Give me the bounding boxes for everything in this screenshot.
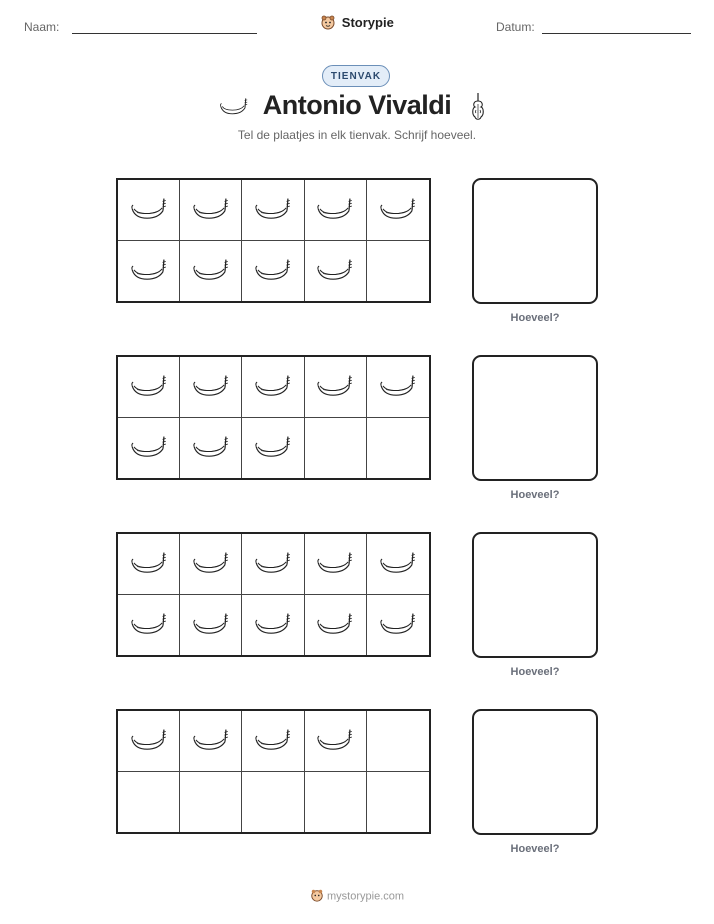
ten-frame-cell xyxy=(118,241,180,302)
gondola-icon xyxy=(377,370,419,403)
ten-frame-cell xyxy=(305,772,367,833)
gondola-icon xyxy=(377,608,419,641)
gondola-icon xyxy=(190,724,232,757)
storypie-logo-icon xyxy=(310,888,324,905)
answer-box[interactable] xyxy=(472,532,598,658)
brand-name: Storypie xyxy=(341,14,394,30)
gondola-icon xyxy=(190,193,232,226)
storypie-logo-icon xyxy=(320,14,336,33)
date-label: Datum: xyxy=(496,20,535,34)
instructions: Tel de plaatjes in elk tienvak. Schrijf hoeveel. xyxy=(237,128,477,142)
gondola-icon xyxy=(190,547,232,580)
ten-frame-cell xyxy=(118,772,180,833)
date-line[interactable] xyxy=(542,33,691,34)
worksheet-type-badge: TIENVAK xyxy=(322,65,390,87)
ten-frame-cell xyxy=(367,418,429,479)
ten-frame-cell xyxy=(367,711,429,772)
violin-icon xyxy=(469,92,487,129)
footer-url: mystorypie.com xyxy=(327,890,405,903)
gondola-icon xyxy=(128,431,170,464)
gondola-icon xyxy=(377,193,419,226)
ten-frame-cell xyxy=(305,534,367,595)
ten-frame-cell xyxy=(242,241,304,302)
ten-frame-cell xyxy=(367,357,429,418)
gondola-icon xyxy=(377,547,419,580)
ten-frame-cell xyxy=(118,711,180,772)
ten-frame-cell xyxy=(180,357,242,418)
gondola-icon xyxy=(128,370,170,403)
ten-frame-cell xyxy=(367,180,429,241)
gondola-icon xyxy=(314,608,356,641)
gondola-icon xyxy=(128,608,170,641)
ten-frame xyxy=(116,532,431,657)
ten-frame-cell xyxy=(242,595,304,656)
ten-frame-cell xyxy=(305,418,367,479)
ten-frame-cell xyxy=(305,180,367,241)
gondola-icon xyxy=(128,193,170,226)
ten-frame-cell xyxy=(180,772,242,833)
gondola-icon xyxy=(252,193,294,226)
ten-frame-cell xyxy=(118,418,180,479)
ten-frame-cell xyxy=(180,534,242,595)
ten-frame-cell xyxy=(118,180,180,241)
ten-frame xyxy=(116,178,431,303)
ten-frame-cell xyxy=(242,772,304,833)
brand xyxy=(0,14,714,33)
ten-frame-cell xyxy=(180,711,242,772)
gondola-icon xyxy=(314,370,356,403)
answer-prompt: Hoeveel? xyxy=(510,312,560,324)
ten-frame-cell xyxy=(242,357,304,418)
ten-frame-cell xyxy=(367,772,429,833)
name-label: Naam: xyxy=(24,20,60,34)
ten-frame-cell xyxy=(180,180,242,241)
gondola-icon xyxy=(252,724,294,757)
gondola-icon xyxy=(252,431,294,464)
ten-frame xyxy=(116,709,431,834)
answer-box[interactable] xyxy=(472,178,598,304)
gondola-icon xyxy=(314,547,356,580)
footer xyxy=(0,888,714,905)
name-line[interactable] xyxy=(72,33,257,34)
ten-frame-cell xyxy=(180,595,242,656)
ten-frame-cell xyxy=(305,711,367,772)
ten-frame-cell xyxy=(242,418,304,479)
ten-frame-cell xyxy=(367,595,429,656)
page-title: Antonio Vivaldi xyxy=(262,90,452,120)
ten-frame-cell xyxy=(305,357,367,418)
ten-frame-cell xyxy=(367,241,429,302)
ten-frame-cell xyxy=(180,241,242,302)
gondola-icon xyxy=(128,547,170,580)
ten-frame-cell xyxy=(242,534,304,595)
gondola-icon xyxy=(190,254,232,287)
gondola-icon xyxy=(252,370,294,403)
gondola-icon xyxy=(128,724,170,757)
answer-box[interactable] xyxy=(472,709,598,835)
ten-frame-cell xyxy=(118,595,180,656)
answer-prompt: Hoeveel? xyxy=(510,489,560,501)
ten-frame xyxy=(116,355,431,480)
gondola-icon xyxy=(314,724,356,757)
gondola-icon xyxy=(190,431,232,464)
gondola-icon xyxy=(252,608,294,641)
gondola-icon xyxy=(252,547,294,580)
answer-box[interactable] xyxy=(472,355,598,481)
gondola-icon xyxy=(190,370,232,403)
ten-frame-cell xyxy=(242,180,304,241)
gondola-icon xyxy=(314,193,356,226)
ten-frame-cell xyxy=(242,711,304,772)
ten-frame-cell xyxy=(305,595,367,656)
gondola-icon xyxy=(252,254,294,287)
ten-frame-cell xyxy=(367,534,429,595)
answer-prompt: Hoeveel? xyxy=(510,843,560,855)
answer-prompt: Hoeveel? xyxy=(510,666,560,678)
gondola-icon xyxy=(190,608,232,641)
ten-frame-cell xyxy=(180,418,242,479)
ten-frame-cell xyxy=(305,241,367,302)
gondola-icon xyxy=(314,254,356,287)
gondola-icon xyxy=(128,254,170,287)
ten-frame-cell xyxy=(118,534,180,595)
ten-frame-cell xyxy=(118,357,180,418)
